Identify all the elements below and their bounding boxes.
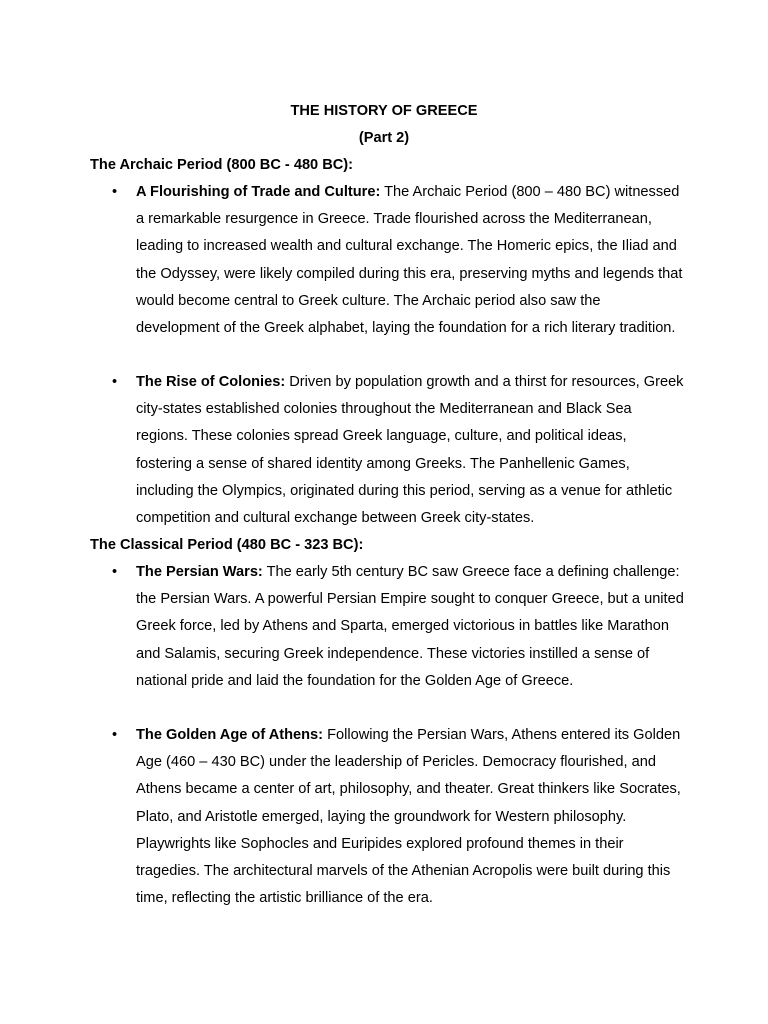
list-item-paragraph	[136, 559, 684, 695]
list-item-persian-wars	[112, 559, 684, 695]
list-item-golden-age	[112, 722, 684, 912]
list-item-text: The early 5th century BC saw Greece face a defining challenge: the Persian Wars. A powerful Persian Empire sought to conquer Greece, but a united Greek force, led by Athens and Sparta, emerged victorious in battles like Marathon and Salamis, securing Greek independence. These victories instilled a sense of national pride and laid the foundation for the Golden Age of Greece.	[136, 564, 684, 689]
list-item-paragraph	[136, 179, 684, 342]
list-item-lead: A Flourishing of Trade and Culture:	[136, 184, 381, 200]
list-item-paragraph	[136, 369, 684, 532]
list-item-text: The Archaic Period (800 – 480 BC) witnessed a remarkable resurgence in Greece. Trade flourished across the Mediterranean, leading to increased wealth and cultural exchange. The Homeric epics, the Iliad and the Odyssey, were likely compiled during this era, preserving myths and legends that would become central to Greek culture. The Archaic period also saw the development of the Greek alphabet, laying the foundation for a rich literary tradition.	[136, 184, 683, 337]
list-item-text: Following the Persian Wars, Athens entered its Golden Age (460 – 430 BC) under the leadership of Pericles. Democracy flourished, and Athens became a center of art, philosophy, and theater. Great thinkers like Socrates, Plato, and Aristotle emerged, laying the groundwork for Western philosophy. Playwrights like Sophocles and Euripides explored profound themes in their tragedies. The architectural marvels of the Athenian Acropolis were built during this time, reflecting the artistic brilliance of the era.	[136, 727, 681, 907]
section-heading-classical: The Classical Period (480 BC - 323 BC):	[90, 537, 364, 553]
list-item-text: Driven by population growth and a thirst for resources, Greek city-states established colonies throughout the Mediterranean and Black Sea regions. These colonies spread Greek language, culture, and political ideas, fostering a sense of shared identity among Greeks. The Panhellenic Games, including the Olympics, originated during this period, serving as a venue for athletic competition and cultural exchange between Greek city-states.	[136, 374, 684, 527]
bullet-icon: •	[112, 374, 118, 390]
list-item-lead: The Persian Wars:	[136, 564, 263, 580]
bullet-icon: •	[112, 564, 118, 580]
list-item-colonies	[112, 369, 684, 532]
document-subtitle: (Part 2)	[358, 130, 410, 146]
section-heading-archaic: The Archaic Period (800 BC - 480 BC):	[90, 157, 354, 173]
bullet-icon: •	[112, 727, 118, 743]
bullet-icon: •	[112, 184, 118, 200]
list-item-lead: The Rise of Colonies:	[136, 374, 286, 390]
list-item-trade-culture	[112, 179, 684, 342]
list-item-paragraph	[136, 722, 684, 912]
document-title: THE HISTORY OF GREECE	[290, 103, 478, 119]
list-item-lead: The Golden Age of Athens:	[136, 727, 324, 743]
